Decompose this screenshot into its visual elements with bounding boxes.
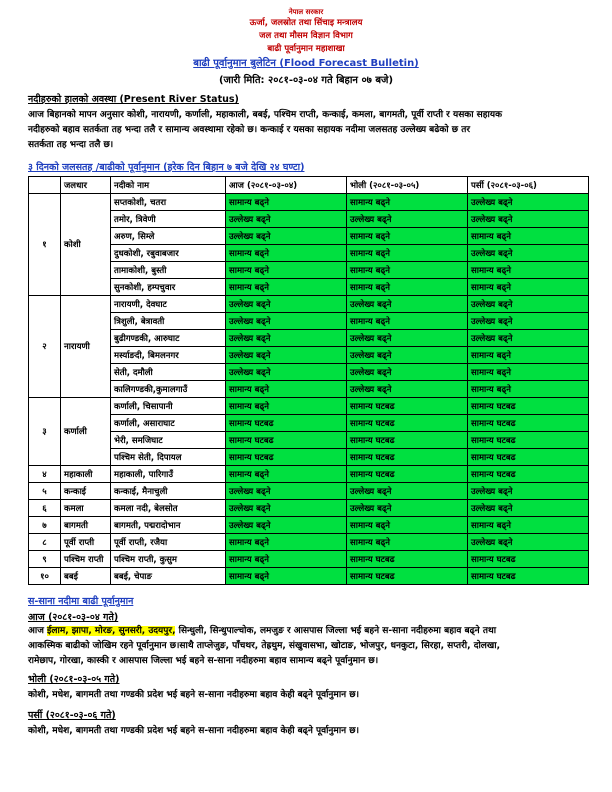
today-line xyxy=(28,624,588,639)
forecast-cell: सामान्य घटबढ xyxy=(468,466,589,483)
forecast-cell: सामान्य घटबढ xyxy=(347,398,468,415)
station-name: दुधकोशी, रबुवाबजार xyxy=(111,245,226,262)
basin-name: कमला xyxy=(61,500,111,517)
basin-number: ९ xyxy=(29,551,61,568)
forecast-cell: उल्लेख्य बढ्ने xyxy=(468,500,589,517)
station-name: पश्चिम सेती, दिपायल xyxy=(111,449,226,466)
forecast-cell: सामान्य बढ्ने xyxy=(468,517,589,534)
highlighted-districts: ईलाम, झापा, मोरङ, सुनसरी, उदयपुर, xyxy=(47,626,176,636)
forecast-cell: सामान्य घटबढ xyxy=(468,551,589,568)
table-row xyxy=(29,466,589,483)
forecast-cell: उल्लेख्य बढ्ने xyxy=(226,211,347,228)
basin-name: बबई xyxy=(61,568,111,585)
river-status-heading: नदीहरुको हालको अवस्था (Present River Status) xyxy=(28,94,239,105)
forecast-cell: उल्लेख्य बढ्ने xyxy=(226,483,347,500)
forecast-cell: सामान्य बढ्ने xyxy=(347,534,468,551)
today-line: रामेछाप, गोरखा, कास्की र आसपास जिल्ला भई बहने स-साना नदीहरुमा बहाव सामान्य बढ्ने पूर्वानुमान छ। xyxy=(28,656,379,666)
table-row xyxy=(29,500,589,517)
dayafter-text: कोशी, मधेश, बागमती तथा गण्डकी प्रदेश भई बहने स-साना नदीहरुमा बहाव केही बढ्ने पूर्वानुमान छ। xyxy=(28,726,359,736)
forecast-cell: उल्लेख्य बढ्ने xyxy=(347,483,468,500)
forecast-cell: सामान्य बढ्ने xyxy=(226,279,347,296)
forecast-cell: सामान्य बढ्ने xyxy=(226,398,347,415)
forecast-cell: सामान्य बढ्ने xyxy=(347,245,468,262)
forecast-cell: सामान्य घटबढ xyxy=(468,568,589,585)
forecast-cell: उल्लेख्य बढ्ने xyxy=(226,500,347,517)
table-row xyxy=(29,398,589,415)
station-name: नारायणी, देवघाट xyxy=(111,296,226,313)
forecast-cell: उल्लेख्य बढ्ने xyxy=(347,500,468,517)
forecast-cell: उल्लेख्य बढ्ने xyxy=(347,330,468,347)
station-name: अरुण, सिम्ले xyxy=(111,228,226,245)
basin-name: कर्णाली xyxy=(61,398,111,466)
forecast-cell: सामान्य घटबढ xyxy=(468,449,589,466)
station-name: सेती, दमौली xyxy=(111,364,226,381)
today-prefix: आज xyxy=(28,626,48,636)
basin-name: बागमती xyxy=(61,517,111,534)
table-row xyxy=(29,517,589,534)
river-status-text xyxy=(28,108,588,153)
forecast-cell: उल्लेख्य बढ्ने xyxy=(226,517,347,534)
table-row xyxy=(29,211,589,228)
forecast-cell: सामान्य बढ्ने xyxy=(347,279,468,296)
small-rivers-heading: स-साना नदीमा बाढी पूर्वानुमान xyxy=(28,596,134,607)
forecast-cell: सामान्य बढ्ने xyxy=(468,279,589,296)
forecast-cell: सामान्य बढ्ने xyxy=(468,364,589,381)
basin-number: ८ xyxy=(29,534,61,551)
station-name: पूर्वी राप्ती, रजैया xyxy=(111,534,226,551)
forecast-cell: उल्लेख्य बढ्ने xyxy=(226,347,347,364)
forecast-cell: सामान्य बढ्ने xyxy=(226,194,347,211)
station-name: कमला नदी, बेलसोत xyxy=(111,500,226,517)
forecast-cell: उल्लेख्य बढ्ने xyxy=(347,296,468,313)
forecast-cell: सामान्य बढ्ने xyxy=(226,381,347,398)
col-header xyxy=(29,177,61,194)
col-header: आज (२०८१-०३-०४) xyxy=(226,177,347,194)
river-status-line: आज बिहानको मापन अनुसार कोशी, नारायणी, कर्णाली, महाकाली, बबई, पश्चिम राप्ती, कन्काई, कमला, बागमती, पूर्वी राप्ती र यसका सहायक xyxy=(28,110,502,120)
forecast-cell: सामान्य बढ्ने xyxy=(226,466,347,483)
basin-name: नारायणी xyxy=(61,296,111,398)
basin-number: १ xyxy=(29,194,61,296)
forecast-cell: उल्लेख्य बढ्ने xyxy=(468,330,589,347)
table-row xyxy=(29,228,589,245)
table-row xyxy=(29,330,589,347)
col-header: भोली (२०८१-०३-०५) xyxy=(347,177,468,194)
station-name: पश्चिम राप्ती, कुसुम xyxy=(111,551,226,568)
forecast-cell: सामान्य बढ्ने xyxy=(347,194,468,211)
table-row xyxy=(29,483,589,500)
forecast-cell: सामान्य घटबढ xyxy=(347,449,468,466)
forecast-cell: सामान्य बढ्ने xyxy=(347,228,468,245)
col-header: जलधार xyxy=(61,177,111,194)
tomorrow-label: भोली (२०८१-०३-०५ गते) xyxy=(28,674,120,685)
basin-name: कन्काई xyxy=(61,483,111,500)
basin-name: कोशी xyxy=(61,194,111,296)
station-name: सप्तकोशी, चतरा xyxy=(111,194,226,211)
forecast-cell: उल्लेख्य बढ्ने xyxy=(226,330,347,347)
forecast-cell: सामान्य बढ्ने xyxy=(468,262,589,279)
table-row xyxy=(29,364,589,381)
station-name: तमोर, त्रिवेणी xyxy=(111,211,226,228)
ministry-name: ऊर्जा, जलस्रोत तथा सिंचाइ मन्त्रालय xyxy=(249,18,363,28)
forecast-cell: सामान्य घटबढ xyxy=(347,432,468,449)
forecast-cell: उल्लेख्य बढ्ने xyxy=(468,245,589,262)
forecast-cell: उल्लेख्य बढ्ने xyxy=(347,364,468,381)
today-label: आज (२०८१-०३-०४ गते) xyxy=(28,612,119,623)
basin-number: ७ xyxy=(29,517,61,534)
table-row xyxy=(29,347,589,364)
table-row xyxy=(29,296,589,313)
table-row xyxy=(29,449,589,466)
department-name: जल तथा मौसम विज्ञान विभाग xyxy=(259,31,353,41)
col-header: पर्सी (२०८१-०३-०६) xyxy=(468,177,589,194)
station-name: सुनकोशी, हम्पचुवार xyxy=(111,279,226,296)
forecast-cell: सामान्य बढ्ने xyxy=(226,534,347,551)
basin-number: २ xyxy=(29,296,61,398)
table-row xyxy=(29,568,589,585)
dayafter-label: पर्सी (२०८१-०३-०६ गते) xyxy=(28,710,116,721)
tomorrow-text: कोशी, मधेश, बागमती तथा गण्डकी प्रदेश भई बहने स-साना नदीहरुमा बहाव केही बढ्ने पूर्वानुमान छ। xyxy=(28,690,359,700)
forecast-cell: सामान्य घटबढ xyxy=(347,466,468,483)
today-line-rest: सिन्धुली, सिन्धुपाल्चोक, लमजुङ र आसपास जिल्ला भई बहने स-साना नदीहरुमा बहाव बढ्ने तथा xyxy=(175,626,497,636)
forecast-cell: सामान्य घटबढ xyxy=(226,449,347,466)
table-row xyxy=(29,313,589,330)
river-status-line: सतर्कता तह भन्दा तलै छ। xyxy=(28,140,114,150)
station-name: बागमती, पद्मरादोभान xyxy=(111,517,226,534)
today-line: आकस्मिक बाढीको जोखिम रहने पूर्वानुमान छ।साथै ताप्लेजुङ, पाँचथर, तेह्रथुम, संखुवासभा, खोटाङ, भोजपुर, धनकुटा, सिरहा, सप्तरी, दोलखा, xyxy=(28,641,501,651)
issue-date: (जारी मिति: २०८१-०३-०४ गते बिहान ०७ बजे) xyxy=(218,75,394,86)
today-text xyxy=(28,624,588,669)
forecast-cell: उल्लेख्य बढ्ने xyxy=(468,483,589,500)
forecast-cell: उल्लेख्य बढ्ने xyxy=(468,211,589,228)
forecast-cell: सामान्य बढ्ने xyxy=(226,262,347,279)
forecast-cell: उल्लेख्य बढ्ने xyxy=(226,364,347,381)
forecast-cell: उल्लेख्य बढ्ने xyxy=(468,194,589,211)
col-header: नदीको नाम xyxy=(111,177,226,194)
forecast-cell: सामान्य घटबढ xyxy=(347,415,468,432)
table-row xyxy=(29,245,589,262)
station-name: कर्णाली, चिसापानी xyxy=(111,398,226,415)
forecast-cell: सामान्य घटबढ xyxy=(226,415,347,432)
forecast-cell: सामान्य बढ्ने xyxy=(347,313,468,330)
basin-number: १० xyxy=(29,568,61,585)
forecast-cell: उल्लेख्य बढ्ने xyxy=(226,296,347,313)
station-name: बबई, चेपाङ xyxy=(111,568,226,585)
table-row xyxy=(29,194,589,211)
forecast-cell: सामान्य घटबढ xyxy=(226,432,347,449)
forecast-table xyxy=(28,176,589,585)
forecast-cell: उल्लेख्य बढ्ने xyxy=(468,296,589,313)
table-row xyxy=(29,279,589,296)
forecast-heading: ३ दिनको जलसतह /बाढीको पूर्वानुमान (हरेक दिन बिहान ७ बजे देखि २४ घण्टा) xyxy=(28,162,305,173)
basin-number: ४ xyxy=(29,466,61,483)
forecast-cell: सामान्य बढ्ने xyxy=(347,517,468,534)
forecast-cell: सामान्य घटबढ xyxy=(468,415,589,432)
station-name: कन्काई, मैनाचुली xyxy=(111,483,226,500)
forecast-cell: सामान्य घटबढ xyxy=(347,568,468,585)
basin-number: ३ xyxy=(29,398,61,466)
basin-number: ५ xyxy=(29,483,61,500)
station-name: मर्स्याङदी, बिमलनगर xyxy=(111,347,226,364)
table-row xyxy=(29,415,589,432)
table-row xyxy=(29,551,589,568)
forecast-cell: उल्लेख्य बढ्ने xyxy=(347,347,468,364)
forecast-cell: उल्लेख्य बढ्ने xyxy=(226,313,347,330)
station-name: त्रिशुली, बेत्रावती xyxy=(111,313,226,330)
table-row xyxy=(29,381,589,398)
basin-name: पूर्वी राप्ती xyxy=(61,534,111,551)
forecast-cell: सामान्य घटबढ xyxy=(468,432,589,449)
table-row xyxy=(29,432,589,449)
forecast-cell: उल्लेख्य बढ्ने xyxy=(468,534,589,551)
forecast-cell: सामान्य बढ्ने xyxy=(226,568,347,585)
forecast-cell: सामान्य बढ्ने xyxy=(468,347,589,364)
table-row xyxy=(29,534,589,551)
basin-name: महाकाली xyxy=(61,466,111,483)
forecast-cell: सामान्य घटबढ xyxy=(468,398,589,415)
forecast-cell: सामान्य बढ्ने xyxy=(468,228,589,245)
station-name: महाकाली, पारिगाउँ xyxy=(111,466,226,483)
basin-name: पश्चिम राप्ती xyxy=(61,551,111,568)
basin-number: ६ xyxy=(29,500,61,517)
bulletin-title: बाढी पूर्वानुमान बुलेटिन (Flood Forecast Bulletin) xyxy=(193,58,419,69)
forecast-cell: उल्लेख्य बढ्ने xyxy=(347,381,468,398)
station-name: भेरी, समजिघाट xyxy=(111,432,226,449)
forecast-cell: उल्लेख्य बढ्ने xyxy=(468,313,589,330)
forecast-cell: सामान्य बढ्ने xyxy=(226,245,347,262)
table-header-row xyxy=(29,177,589,194)
station-name: बुढीगण्डकी, आरुघाट xyxy=(111,330,226,347)
gov-name: नेपाल सरकार xyxy=(288,8,324,16)
station-name: कालिगण्डकी,कुमालगाउँ xyxy=(111,381,226,398)
forecast-cell: सामान्य बढ्ने xyxy=(226,551,347,568)
river-status-line: नदीहरुको बहाव सतर्कता तह भन्दा तलै र सामान्य अवस्थामा रहेको छ। कन्काई र यसका सहायक नदीमा जलसतह उल्लेख्य बढेको छ तर xyxy=(28,125,471,135)
station-name: तामाकोशी, बुस्ती xyxy=(111,262,226,279)
forecast-cell: सामान्य बढ्ने xyxy=(468,381,589,398)
forecast-cell: सामान्य बढ्ने xyxy=(347,262,468,279)
table-row xyxy=(29,262,589,279)
section-name: बाढी पूर्वानुमान महाशाखा xyxy=(267,44,345,54)
station-name: कर्णाली, असाराघाट xyxy=(111,415,226,432)
forecast-cell: उल्लेख्य बढ्ने xyxy=(226,228,347,245)
forecast-cell: उल्लेख्य बढ्ने xyxy=(347,211,468,228)
forecast-cell: सामान्य घटबढ xyxy=(347,551,468,568)
